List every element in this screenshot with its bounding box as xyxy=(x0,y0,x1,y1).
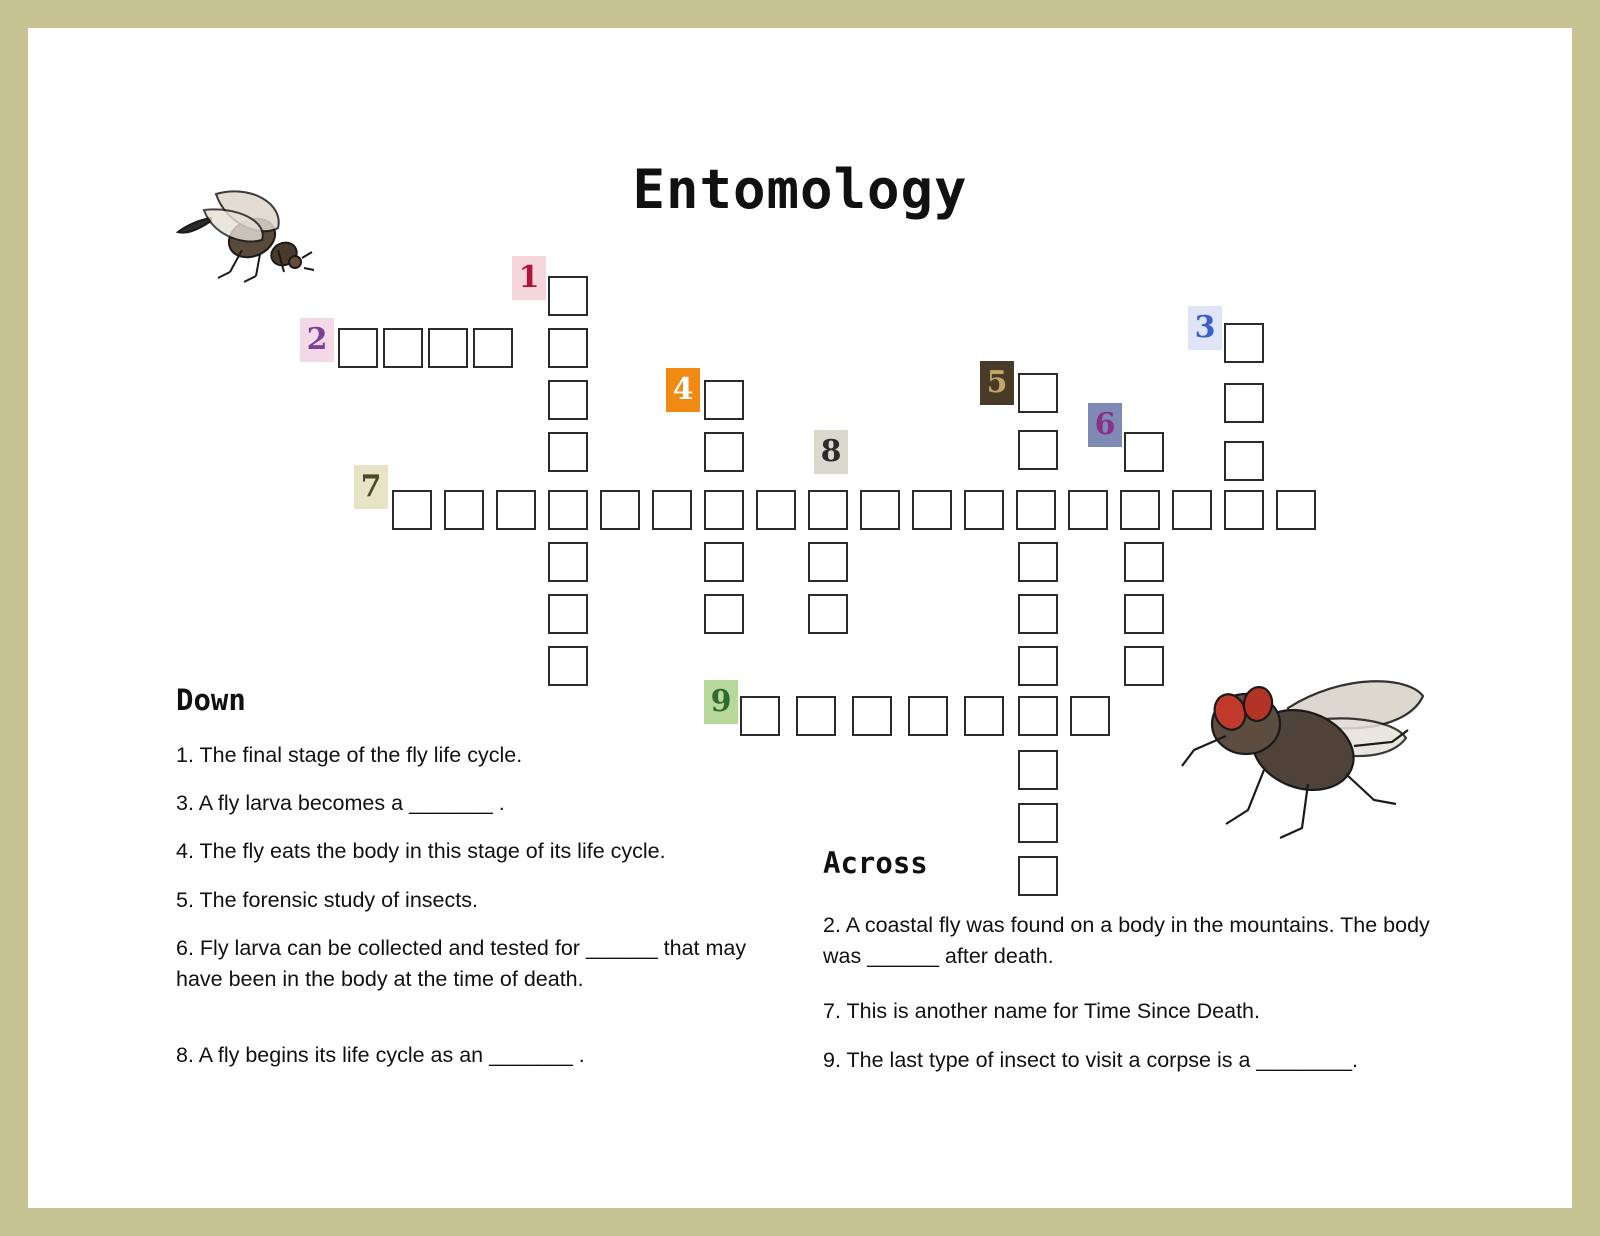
clue-number-9: 9 xyxy=(704,680,738,724)
crossword-cell[interactable] xyxy=(1276,490,1316,530)
crossword-cell[interactable] xyxy=(756,490,796,530)
crossword-cell[interactable] xyxy=(852,696,892,736)
crossword-cell[interactable] xyxy=(1018,696,1058,736)
crossword-cell[interactable] xyxy=(1124,432,1164,472)
crossword-cell[interactable] xyxy=(652,490,692,530)
down-clue-4: 4. The fly eats the body in this stage of its life cycle. xyxy=(176,839,666,863)
crossword-cell[interactable] xyxy=(1124,646,1164,686)
crossword-cell[interactable] xyxy=(444,490,484,530)
crossword-cell[interactable] xyxy=(473,328,513,368)
page-title: Entomology xyxy=(632,158,968,221)
clue-number-4: 4 xyxy=(666,368,700,412)
crossword-cell[interactable] xyxy=(600,490,640,530)
crossword-cell[interactable] xyxy=(1018,430,1058,470)
crossword-cell[interactable] xyxy=(704,594,744,634)
across-clue-2: 2. A coastal fly was found on a body in the mountains. The body was ______ after death. xyxy=(823,913,1430,969)
crossword-cell[interactable] xyxy=(548,380,588,420)
clue-number-5: 5 xyxy=(980,361,1014,405)
crossword-cell[interactable] xyxy=(808,542,848,582)
crossword-cell[interactable] xyxy=(1124,542,1164,582)
crossword-cell[interactable] xyxy=(1018,803,1058,843)
crossword-cell[interactable] xyxy=(1224,383,1264,423)
down-clue-1: 1. The final stage of the fly life cycle. xyxy=(176,743,523,767)
crossword-cell[interactable] xyxy=(1120,490,1160,530)
crossword-cell[interactable] xyxy=(808,490,848,530)
crossword-cell[interactable] xyxy=(392,490,432,530)
crossword-cell[interactable] xyxy=(548,542,588,582)
crossword-cell[interactable] xyxy=(704,490,744,530)
crossword-cell[interactable] xyxy=(548,646,588,686)
crossword-cell[interactable] xyxy=(496,490,536,530)
crossword-cell[interactable] xyxy=(796,696,836,736)
crossword-cell[interactable] xyxy=(1172,490,1212,530)
clue-number-7: 7 xyxy=(354,465,388,509)
down-clue-3: 3. A fly larva becomes a _______ . xyxy=(176,791,505,815)
crossword-cell[interactable] xyxy=(548,432,588,472)
crossword-cell[interactable] xyxy=(964,696,1004,736)
crossword-cell[interactable] xyxy=(1018,542,1058,582)
crossword-cell[interactable] xyxy=(428,328,468,368)
crossword-cell[interactable] xyxy=(1068,490,1108,530)
crossword-cell[interactable] xyxy=(964,490,1004,530)
clue-number-1: 1 xyxy=(512,256,546,300)
crossword-cell[interactable] xyxy=(1018,373,1058,413)
crossword-cell[interactable] xyxy=(860,490,900,530)
crossword-cell[interactable] xyxy=(338,328,378,368)
crossword-grid xyxy=(28,28,1572,908)
crossword-cell[interactable] xyxy=(1124,594,1164,634)
crossword-cell[interactable] xyxy=(548,490,588,530)
across-clue-9: 9. The last type of insect to visit a corpse is a ________. xyxy=(823,1048,1359,1072)
crossword-cell[interactable] xyxy=(548,594,588,634)
crossword-cell[interactable] xyxy=(704,380,744,420)
crossword-cell[interactable] xyxy=(548,276,588,316)
clue-number-8: 8 xyxy=(814,430,848,474)
across-clue-7: 7. This is another name for Time Since Death. xyxy=(823,999,1260,1023)
clue-number-2: 2 xyxy=(300,318,334,362)
clue-number-6: 6 xyxy=(1088,403,1122,447)
crossword-cell[interactable] xyxy=(704,542,744,582)
crossword-cell[interactable] xyxy=(704,432,744,472)
worksheet-page xyxy=(28,28,1572,1208)
crossword-cell[interactable] xyxy=(1018,750,1058,790)
crossword-cell[interactable] xyxy=(1018,646,1058,686)
crossword-cell[interactable] xyxy=(383,328,423,368)
crossword-cell[interactable] xyxy=(1070,696,1110,736)
down-clue-5: 5. The forensic study of insects. xyxy=(176,888,478,912)
crossword-cell[interactable] xyxy=(1018,594,1058,634)
across-heading: Across xyxy=(823,846,928,880)
crossword-cell[interactable] xyxy=(548,328,588,368)
down-clue-6: 6. Fly larva can be collected and tested for ______ that may have been in the body at the time of death. xyxy=(176,936,747,992)
crossword-cell[interactable] xyxy=(1224,441,1264,481)
crossword-cell[interactable] xyxy=(908,696,948,736)
crossword-cell[interactable] xyxy=(1016,490,1056,530)
crossword-cell[interactable] xyxy=(808,594,848,634)
down-clue-8: 8. A fly begins its life cycle as an _______ . xyxy=(176,1043,585,1067)
crossword-cell[interactable] xyxy=(912,490,952,530)
crossword-cell[interactable] xyxy=(1224,323,1264,363)
clue-number-3: 3 xyxy=(1188,306,1222,350)
down-heading: Down xyxy=(176,683,246,717)
crossword-cell[interactable] xyxy=(1224,490,1264,530)
